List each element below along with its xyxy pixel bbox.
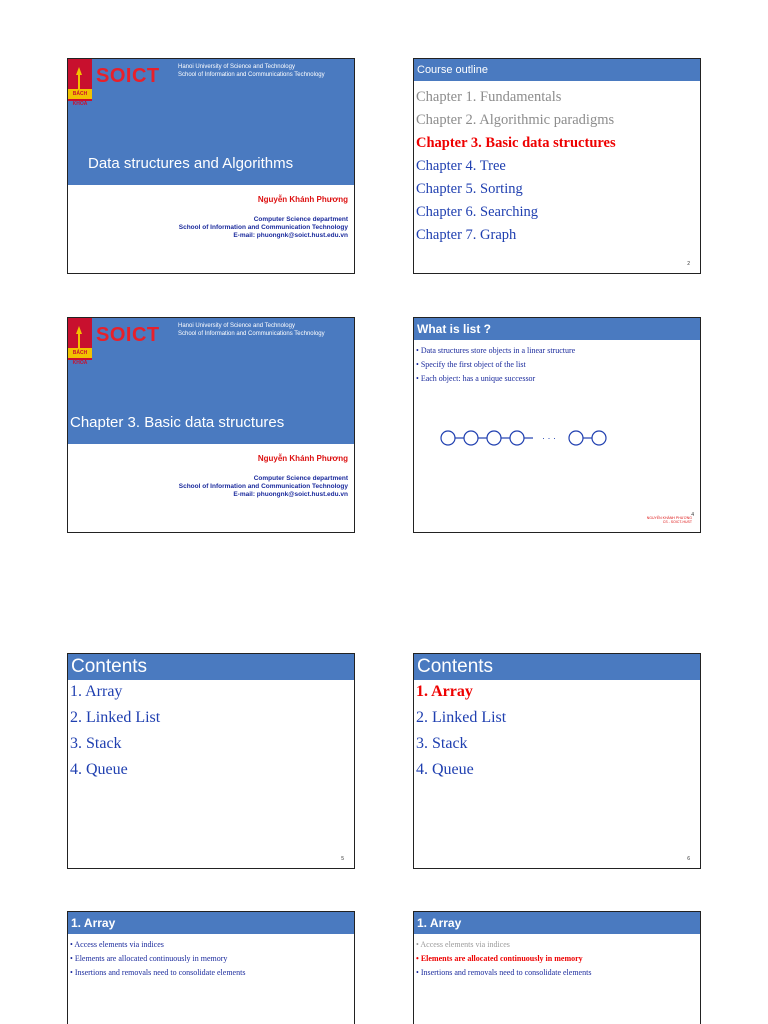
logo-badge: BÁCH KHOA (68, 89, 92, 99)
contents-item: 2. Linked List (416, 709, 507, 726)
slide-array-memory (413, 911, 701, 1024)
bullet-item: • Specify the first object of the list (416, 360, 526, 369)
bullet-item: • Elements are allocated continuously in memory (70, 954, 228, 963)
bullet-item: • Insertions and removals need to consolidate elements (416, 968, 592, 977)
bullet-text: Access elements via indices (420, 940, 510, 949)
university-line: Hanoi University of Science and Technology (178, 323, 295, 329)
slide-course-outline (413, 58, 701, 274)
bullet-text: Each object: has a unique successor (420, 374, 536, 383)
bullet-item-current: • Elements are allocated continuously in memory (416, 954, 583, 963)
bullet-item: • Access elements via indices (416, 940, 510, 949)
bullet-text: Insertions and removals need to consolidate elements (420, 968, 592, 977)
logo-badge: BÁCH KHOA (68, 348, 92, 358)
author-name: Nguyễn Khánh Phương (257, 454, 348, 463)
page-number: 2 (687, 261, 690, 267)
slide-contents (67, 653, 355, 869)
bullet-item: • Each object: has a unique successor (416, 374, 536, 383)
contents-item: 4. Queue (416, 761, 474, 778)
outline-item: Chapter 2. Algorithmic paradigms (416, 112, 615, 128)
author-name: Nguyễn Khánh Phương (257, 195, 348, 204)
bullet-text: Insertions and removals need to consolidate elements (74, 968, 246, 977)
university-name (178, 322, 325, 338)
slide-contents-array (413, 653, 701, 869)
school-line: School of Information and Communication Technology (178, 224, 348, 231)
list-node (464, 431, 478, 445)
slide-header: Course outline (414, 59, 700, 81)
title-banner (68, 59, 354, 185)
page-number: 4 (691, 512, 694, 518)
list-node (441, 431, 455, 445)
title-banner (68, 318, 354, 444)
list-node (510, 431, 524, 445)
department-info (179, 475, 348, 499)
contents-item: 4. Queue (70, 761, 128, 778)
bullet-item: • Insertions and removals need to consolidate elements (70, 968, 246, 977)
deck-title: Chapter 3. Basic data structures (70, 414, 285, 431)
email-line: E-mail: phuongnk@soict.hust.edu.vn (233, 491, 348, 498)
outline-item: Chapter 4. Tree (416, 158, 506, 174)
bullet-item: • Data structures store objects in a linear structure (416, 346, 576, 355)
ellipsis: · · · (542, 433, 556, 443)
linked-list-diagram (438, 426, 618, 450)
university-line: Hanoi University of Science and Technology (178, 64, 295, 70)
department-info (179, 216, 348, 240)
contents-item: 3. Stack (70, 735, 122, 752)
bullet-item: • Access elements via indices (70, 940, 164, 949)
page-number: 6 (687, 856, 690, 862)
email-line: E-mail: phuongnk@soict.hust.edu.vn (233, 232, 348, 239)
list-node (487, 431, 501, 445)
bullet-text: Access elements via indices (74, 940, 164, 949)
hust-logo (68, 59, 92, 107)
bullet-text: Specify the first object of the list (420, 360, 526, 369)
slide-title-course (67, 58, 355, 274)
footer-dept: CS - SOICT-HUST (662, 520, 692, 524)
bullet-text: Elements are allocated continuously in memory (74, 954, 228, 963)
deck-title: Data structures and Algorithms (88, 155, 294, 172)
outline-item: Chapter 5. Sorting (416, 181, 523, 197)
slide-title-chapter (67, 317, 355, 533)
slide-array (67, 911, 355, 1024)
outline-item: Chapter 7. Graph (416, 227, 517, 243)
soict-logo-text: SOICT (96, 65, 160, 87)
slide-footer (647, 516, 692, 524)
slide-what-is-list (413, 317, 701, 533)
outline-item: Chapter 6. Searching (416, 204, 539, 220)
bullet-text: Elements are allocated continuously in memory (420, 954, 583, 963)
contents-item: 2. Linked List (70, 709, 161, 726)
contents-item: 1. Array (70, 683, 123, 700)
outline-item-current: Chapter 3. Basic data structures (416, 135, 616, 151)
bullet-text: Data structures store objects in a linear structure (420, 346, 576, 355)
soict-logo-text: SOICT (96, 324, 160, 346)
school-line: School of Information and Communication Technology (178, 483, 348, 490)
footer-author: NGUYỄN KHÁNH PHƯƠNG (646, 516, 692, 520)
slide-header: Contents (414, 654, 700, 680)
slide-header: Contents (68, 654, 354, 680)
outline-item: Chapter 1. Fundamentals (416, 89, 562, 105)
list-node (569, 431, 583, 445)
slide-header: What is list ? (414, 318, 700, 340)
slide-header: 1. Array (414, 912, 700, 934)
school-line: School of Information and Communications Technology (178, 72, 325, 78)
slide-header: 1. Array (68, 912, 354, 934)
list-node (592, 431, 606, 445)
department-line: Computer Science department (253, 216, 348, 223)
contents-item: 3. Stack (416, 735, 468, 752)
contents-item-current: 1. Array (416, 683, 473, 700)
university-name (178, 63, 325, 79)
page-number: 5 (341, 856, 344, 862)
hust-logo (68, 318, 92, 366)
school-line: School of Information and Communications Technology (178, 331, 325, 337)
department-line: Computer Science department (253, 475, 348, 482)
